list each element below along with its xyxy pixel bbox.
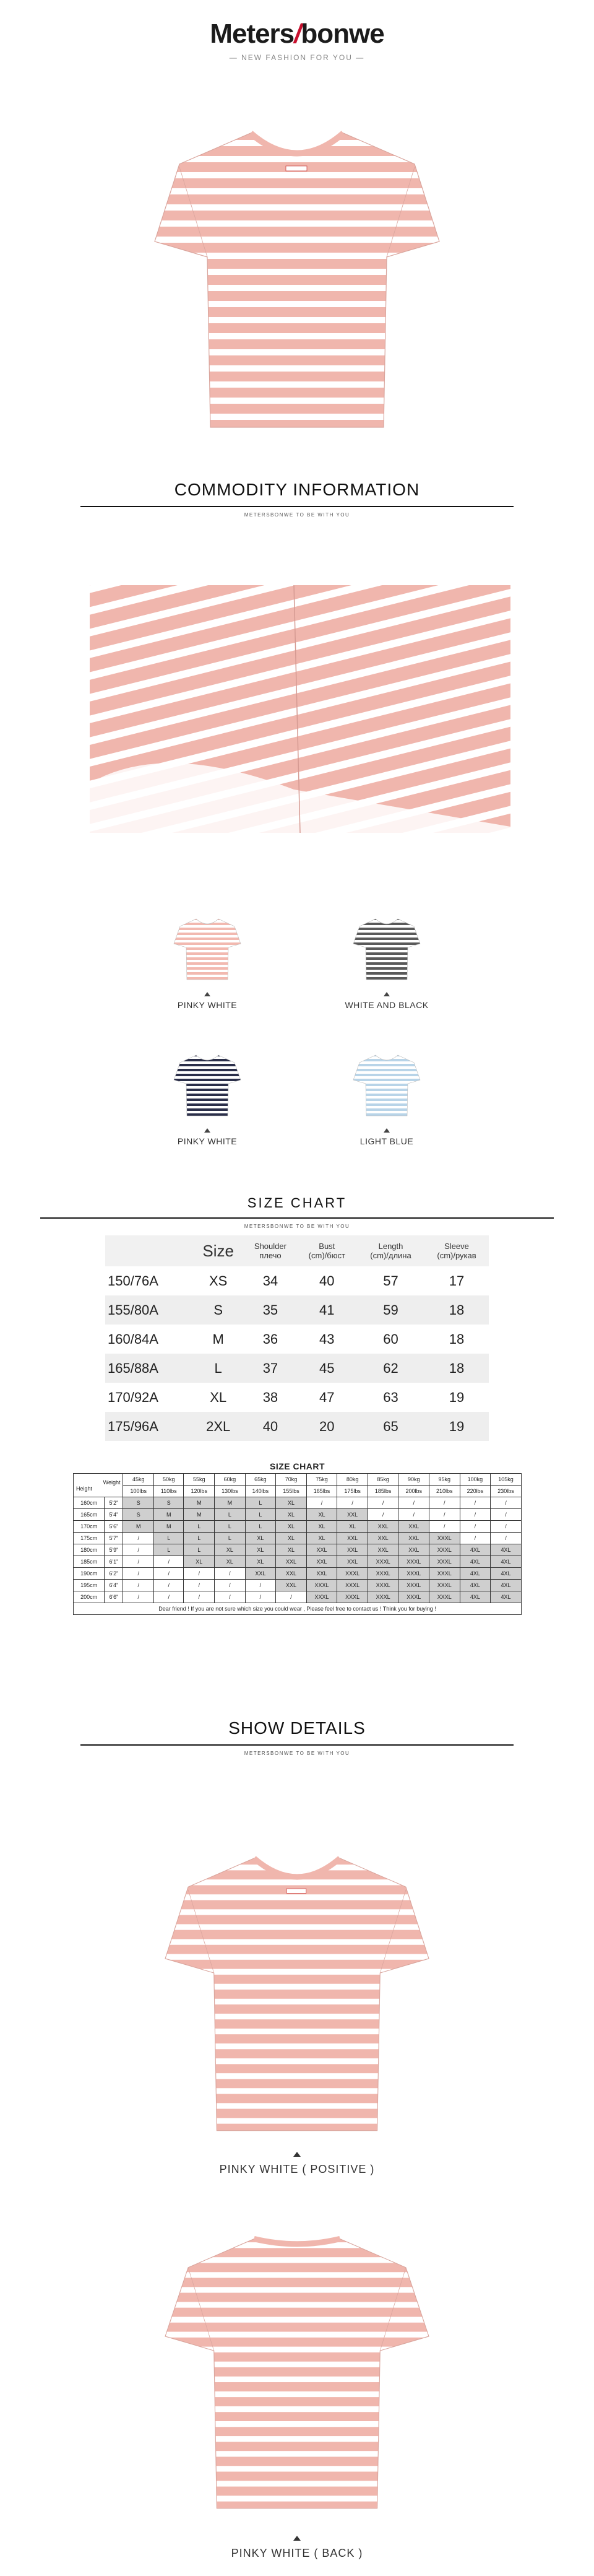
- weight-height-corner: [74, 1474, 123, 1497]
- back-caption: [0, 2536, 594, 2560]
- commodity-rule: [80, 506, 514, 507]
- height-cell: 165cm: [74, 1509, 105, 1521]
- lbs-header: 140lbs: [245, 1486, 276, 1497]
- height-row: [74, 1521, 522, 1533]
- brand-header: [0, 19, 594, 62]
- height-row: [74, 1533, 522, 1544]
- size-cell: M: [184, 1509, 215, 1521]
- size-cell: XL: [276, 1509, 307, 1521]
- size-cell: XXXL: [337, 1591, 368, 1603]
- height-row: [74, 1556, 522, 1568]
- model-front-photo: [142, 1827, 452, 2136]
- size-cell: 19: [424, 1412, 489, 1441]
- height-cell: 160cm: [74, 1497, 105, 1509]
- size-cell: /: [123, 1544, 154, 1556]
- size-cell: 18: [424, 1295, 489, 1325]
- size-cell: XXL: [398, 1544, 429, 1556]
- size-note: Dear friend ! If you are not sure which size you could wear , Please feel free to contact us ! Think you for buying !: [74, 1603, 522, 1615]
- size-cell: XS: [209, 1273, 228, 1289]
- size-cell: XXXL: [429, 1544, 460, 1556]
- size-cell: 35: [244, 1295, 296, 1325]
- brand-tagline-text: NEW FASHION FOR YOU: [241, 53, 353, 62]
- swatch-pinky-white[interactable]: [155, 910, 260, 1010]
- height-cell: 180cm: [74, 1544, 105, 1556]
- commodity-title: COMMODITY INFORMATION: [174, 480, 420, 499]
- size-cell: /: [123, 1533, 154, 1544]
- size-cell: 4XL: [460, 1556, 491, 1568]
- size-cell: /: [429, 1509, 460, 1521]
- size-row-code: 165/88A: [105, 1354, 192, 1383]
- size-cell: L: [154, 1533, 184, 1544]
- size-cell: L: [184, 1533, 215, 1544]
- height-cell: 5'9": [105, 1544, 123, 1556]
- size-cell: 36: [262, 1331, 278, 1347]
- size-header-length: Length (cm)/длина: [357, 1235, 424, 1266]
- size-cell: /: [215, 1568, 246, 1580]
- size-cell: XXL: [306, 1568, 337, 1580]
- size-row-code: 155/80A: [105, 1295, 192, 1325]
- size-cell: /: [398, 1509, 429, 1521]
- size-chart-title: SIZE CHART: [247, 1195, 347, 1211]
- kg-header: 60kg: [215, 1474, 246, 1486]
- size-cell: XXXL: [398, 1591, 429, 1603]
- size-cell: M: [215, 1497, 246, 1509]
- height-cell: 5'4": [105, 1509, 123, 1521]
- size-chart-2-title: SIZE CHART: [270, 1461, 325, 1471]
- swatch-label: PINKY WHITE: [177, 1136, 238, 1146]
- size-cell: XXL: [398, 1521, 429, 1533]
- size-cell: 43: [319, 1331, 335, 1347]
- lbs-header: 175lbs: [337, 1486, 368, 1497]
- size-row: [105, 1383, 489, 1412]
- size-cell: XXXL: [368, 1568, 398, 1580]
- size-chart-2-table: [73, 1473, 522, 1615]
- height-row: [74, 1580, 522, 1591]
- height-row: [74, 1497, 522, 1509]
- height-cell: 175cm: [74, 1533, 105, 1544]
- size-cell: 47: [319, 1389, 335, 1405]
- size-cell: M: [154, 1509, 184, 1521]
- size-cell: L: [184, 1521, 215, 1533]
- lbs-header: 185lbs: [368, 1486, 398, 1497]
- size-cell: /: [491, 1521, 522, 1533]
- size-header-blank: [105, 1235, 192, 1266]
- size-cell: 18: [424, 1354, 489, 1383]
- size-cell: XL: [276, 1544, 307, 1556]
- size-row-code: 170/92A: [108, 1389, 158, 1405]
- swatch-arrow-icon: [204, 992, 210, 996]
- height-cell: 200cm: [74, 1591, 105, 1603]
- size-cell: /: [460, 1509, 491, 1521]
- size-cell: 19: [449, 1389, 465, 1405]
- size-cell: /: [368, 1497, 398, 1509]
- kg-header: 85kg: [368, 1474, 398, 1486]
- size-cell: /: [491, 1509, 522, 1521]
- size-cell: 4XL: [460, 1580, 491, 1591]
- size-cell: L: [154, 1544, 184, 1556]
- size-cell: L: [245, 1497, 276, 1509]
- kg-header: 75kg: [306, 1474, 337, 1486]
- size-row: [105, 1325, 489, 1354]
- kg-header: 80kg: [337, 1474, 368, 1486]
- size-cell: /: [245, 1591, 276, 1603]
- front-caption-text: PINKY WHITE ( POSITIVE ): [219, 2163, 375, 2175]
- kg-header: 95kg: [429, 1474, 460, 1486]
- lbs-header: 110lbs: [154, 1486, 184, 1497]
- kg-header: 70kg: [276, 1474, 307, 1486]
- kg-header: 65kg: [245, 1474, 276, 1486]
- weight-label: Weight: [103, 1479, 121, 1486]
- size-cell: L: [215, 1509, 246, 1521]
- size-cell: XXXL: [429, 1568, 460, 1580]
- size-cell: /: [491, 1497, 522, 1509]
- show-details-tagline: METERSBONWE TO BE WITH YOU: [244, 1751, 350, 1756]
- size-chart-detailed: [73, 1461, 522, 1615]
- size-cell: XL: [306, 1533, 337, 1544]
- size-cell: /: [460, 1521, 491, 1533]
- size-cell: /: [368, 1509, 398, 1521]
- caption-arrow-icon: [293, 2536, 301, 2541]
- height-cell: 170cm: [74, 1521, 105, 1533]
- size-cell: L: [192, 1354, 244, 1383]
- size-cell: L: [245, 1521, 276, 1533]
- size-cell: 63: [383, 1389, 398, 1405]
- size-cell: 18: [449, 1331, 465, 1347]
- commodity-header: [0, 480, 594, 518]
- height-cell: 195cm: [74, 1580, 105, 1591]
- size-cell: /: [429, 1497, 460, 1509]
- size-cell: 4XL: [491, 1580, 522, 1591]
- size-cell: /: [123, 1568, 154, 1580]
- size-cell: XL: [210, 1389, 227, 1405]
- size-cell: XXL: [337, 1509, 368, 1521]
- size-cell: 4XL: [491, 1591, 522, 1603]
- brand-logo-right: bonwe: [301, 19, 384, 49]
- size-cell: 41: [297, 1295, 357, 1325]
- size-cell: /: [306, 1497, 337, 1509]
- size-cell: 17: [449, 1273, 465, 1289]
- size-cell: M: [212, 1331, 224, 1347]
- brand-logo-left: Meters: [210, 19, 295, 49]
- swatch-tee-icon: [350, 1046, 424, 1121]
- size-cell: /: [337, 1497, 368, 1509]
- size-cell: /: [215, 1580, 246, 1591]
- height-row: [74, 1591, 522, 1603]
- size-cell: XL: [306, 1521, 337, 1533]
- size-cell: /: [429, 1521, 460, 1533]
- size-cell: 40: [244, 1412, 296, 1441]
- size-cell: /: [460, 1497, 491, 1509]
- size-cell: XXXL: [306, 1591, 337, 1603]
- size-cell: L: [184, 1544, 215, 1556]
- size-cell: M: [154, 1521, 184, 1533]
- size-chart-rule: [40, 1217, 554, 1219]
- lbs-header: 130lbs: [215, 1486, 246, 1497]
- lbs-header: 155lbs: [276, 1486, 307, 1497]
- swatch-tee-icon: [170, 910, 244, 985]
- size-cell: 4XL: [460, 1544, 491, 1556]
- size-cell: XL: [245, 1556, 276, 1568]
- size-cell: /: [123, 1556, 154, 1568]
- swatch-label: LIGHT BLUE: [359, 1136, 414, 1146]
- size-cell: XXXL: [429, 1580, 460, 1591]
- size-cell: XXXL: [368, 1580, 398, 1591]
- lbs-header: 100lbs: [123, 1486, 154, 1497]
- size-cell: 65: [357, 1412, 424, 1441]
- size-table-wrap: [105, 1235, 489, 1441]
- size-row: [105, 1266, 489, 1295]
- height-cell: 190cm: [74, 1568, 105, 1580]
- height-cell: 5'7": [105, 1533, 123, 1544]
- show-details-title: SHOW DETAILS: [228, 1718, 366, 1738]
- size-row: [105, 1354, 489, 1383]
- size-cell: /: [154, 1591, 184, 1603]
- size-cell: S: [123, 1509, 154, 1521]
- swatch-tee-icon: [170, 1046, 244, 1121]
- kg-header: 90kg: [398, 1474, 429, 1486]
- brand-tagline: — NEW FASHION FOR YOU —: [229, 53, 365, 62]
- size-cell: /: [154, 1580, 184, 1591]
- kg-header: 45kg: [123, 1474, 154, 1486]
- size-cell: /: [123, 1591, 154, 1603]
- size-cell: /: [276, 1591, 307, 1603]
- size-cell: XXXL: [429, 1591, 460, 1603]
- size-cell: /: [184, 1580, 215, 1591]
- size-cell: 62: [357, 1354, 424, 1383]
- size-cell: L: [215, 1521, 246, 1533]
- size-cell: 4XL: [491, 1544, 522, 1556]
- size-cell: XXXL: [368, 1591, 398, 1603]
- commodity-tagline: METERSBONWE TO BE WITH YOU: [244, 512, 350, 518]
- lbs-header: 230lbs: [491, 1486, 522, 1497]
- height-cell: 6'6": [105, 1591, 123, 1603]
- size-cell: /: [491, 1533, 522, 1544]
- caption-arrow-icon: [293, 2152, 301, 2157]
- kg-header: 55kg: [184, 1474, 215, 1486]
- size-row: [105, 1295, 489, 1325]
- size-row-code: 175/96A: [105, 1412, 192, 1441]
- lbs-header: 220lbs: [460, 1486, 491, 1497]
- kg-header: 100kg: [460, 1474, 491, 1486]
- model-back-photo: [142, 2204, 452, 2514]
- size-cell: XXXL: [398, 1556, 429, 1568]
- size-cell: XL: [245, 1544, 276, 1556]
- size-cell: /: [123, 1580, 154, 1591]
- size-cell: XXL: [276, 1568, 307, 1580]
- size-cell: M: [123, 1521, 154, 1533]
- size-row-code: 150/76A: [108, 1273, 158, 1289]
- size-cell: L: [245, 1509, 276, 1521]
- size-cell: 20: [297, 1412, 357, 1441]
- size-header-shoulder: Shoulder плечо: [244, 1235, 296, 1266]
- show-details-rule: [80, 1744, 514, 1746]
- size-cell: XL: [276, 1521, 307, 1533]
- size-row: [105, 1412, 489, 1441]
- fabric-detail-photo: [90, 585, 510, 833]
- kg-header: 105kg: [491, 1474, 522, 1486]
- swatch-white-black[interactable]: [334, 910, 439, 1010]
- size-cell: /: [184, 1568, 215, 1580]
- swatch-label: WHITE AND BLACK: [345, 1000, 429, 1010]
- height-cell: 5'6": [105, 1521, 123, 1533]
- lbs-header: 210lbs: [429, 1486, 460, 1497]
- lbs-header: 165lbs: [306, 1486, 337, 1497]
- size-cell: XXL: [306, 1544, 337, 1556]
- size-cell: XXXL: [337, 1580, 368, 1591]
- size-cell: S: [154, 1497, 184, 1509]
- logo-slash-icon: /: [294, 19, 301, 49]
- size-cell: XXXL: [429, 1533, 460, 1544]
- height-label: Height: [76, 1485, 93, 1492]
- height-row: [74, 1509, 522, 1521]
- swatch-light-blue[interactable]: [334, 1046, 439, 1146]
- size-cell: 60: [383, 1331, 398, 1347]
- size-cell: XL: [215, 1556, 246, 1568]
- size-cell: XL: [245, 1533, 276, 1544]
- swatch-label: PINKY WHITE: [177, 1000, 238, 1010]
- size-cell: XXL: [245, 1568, 276, 1580]
- lbs-header: 120lbs: [184, 1486, 215, 1497]
- size-cell: /: [184, 1591, 215, 1603]
- swatch-arrow-icon: [204, 1128, 210, 1133]
- size-cell: S: [192, 1295, 244, 1325]
- front-caption: [0, 2152, 594, 2176]
- size-cell: /: [154, 1556, 184, 1568]
- swatch-arrow-icon: [384, 992, 390, 996]
- brand-logo: [0, 19, 594, 50]
- size-cell: XL: [184, 1556, 215, 1568]
- size-cell: 4XL: [460, 1568, 491, 1580]
- size-cell: 4XL: [491, 1568, 522, 1580]
- swatch-tee-icon: [350, 910, 424, 985]
- size-cell: XXL: [306, 1556, 337, 1568]
- height-cell: 6'4": [105, 1580, 123, 1591]
- size-cell: XXL: [276, 1556, 307, 1568]
- size-cell: XXXL: [398, 1568, 429, 1580]
- size-header-size: Size: [192, 1235, 244, 1266]
- size-cell: 57: [383, 1273, 398, 1289]
- size-row-code: 160/84A: [108, 1331, 158, 1347]
- size-cell: XXL: [337, 1556, 368, 1568]
- kg-header: 50kg: [154, 1474, 184, 1486]
- fabric-stripes: [90, 585, 510, 833]
- size-chart-header: [0, 1195, 594, 1229]
- height-cell: 5'2": [105, 1497, 123, 1509]
- lbs-header: 200lbs: [398, 1486, 429, 1497]
- size-cell: /: [245, 1580, 276, 1591]
- size-cell: 4XL: [460, 1591, 491, 1603]
- product-main-image: [142, 99, 452, 433]
- size-cell: 2XL: [192, 1412, 244, 1441]
- size-cell: XXXL: [398, 1580, 429, 1591]
- size-cell: M: [184, 1497, 215, 1509]
- size-table-header-row: [105, 1235, 489, 1266]
- size-cell: XXL: [337, 1533, 368, 1544]
- size-cell: XXL: [398, 1533, 429, 1544]
- size-cell: XXXL: [337, 1568, 368, 1580]
- size-table: [105, 1235, 489, 1441]
- size-cell: /: [154, 1568, 184, 1580]
- swatch-arrow-icon: [384, 1128, 390, 1133]
- height-cell: 6'2": [105, 1568, 123, 1580]
- height-cell: 185cm: [74, 1556, 105, 1568]
- size-cell: 45: [297, 1354, 357, 1383]
- size-cell: 59: [357, 1295, 424, 1325]
- size-cell: /: [215, 1591, 246, 1603]
- size-cell: XL: [306, 1509, 337, 1521]
- size-cell: /: [398, 1497, 429, 1509]
- size-cell: XL: [276, 1533, 307, 1544]
- size-cell: XXL: [368, 1544, 398, 1556]
- size-header-bust: Bust (cm)/бюст: [297, 1235, 357, 1266]
- show-details-header: [0, 1718, 594, 1756]
- size-cell: XL: [215, 1544, 246, 1556]
- size-cell: 38: [262, 1389, 278, 1405]
- size-cell: XL: [276, 1497, 307, 1509]
- size-cell: XL: [337, 1521, 368, 1533]
- size-cell: /: [460, 1533, 491, 1544]
- swatch-navy[interactable]: [155, 1046, 260, 1146]
- size-cell: XXXL: [429, 1556, 460, 1568]
- size-cell: XXL: [337, 1544, 368, 1556]
- size-chart-tagline: METERSBONWE TO BE WITH YOU: [244, 1224, 350, 1229]
- back-caption-text: PINKY WHITE ( BACK ): [231, 2547, 363, 2559]
- size-cell: XXXL: [306, 1580, 337, 1591]
- size-cell: XXL: [368, 1533, 398, 1544]
- height-row: [74, 1568, 522, 1580]
- size-cell: XXL: [276, 1580, 307, 1591]
- size-cell: XXXL: [368, 1556, 398, 1568]
- size-cell: 37: [244, 1354, 296, 1383]
- height-row: [74, 1544, 522, 1556]
- size-cell: S: [123, 1497, 154, 1509]
- size-cell: 34: [262, 1273, 278, 1289]
- size-cell: L: [215, 1533, 246, 1544]
- size-header-sleeve: Sleeve (cm)/рукав: [424, 1235, 489, 1266]
- height-cell: 6'1": [105, 1556, 123, 1568]
- size-cell: XXL: [368, 1521, 398, 1533]
- size-cell: 40: [319, 1273, 335, 1289]
- size-cell: 4XL: [491, 1556, 522, 1568]
